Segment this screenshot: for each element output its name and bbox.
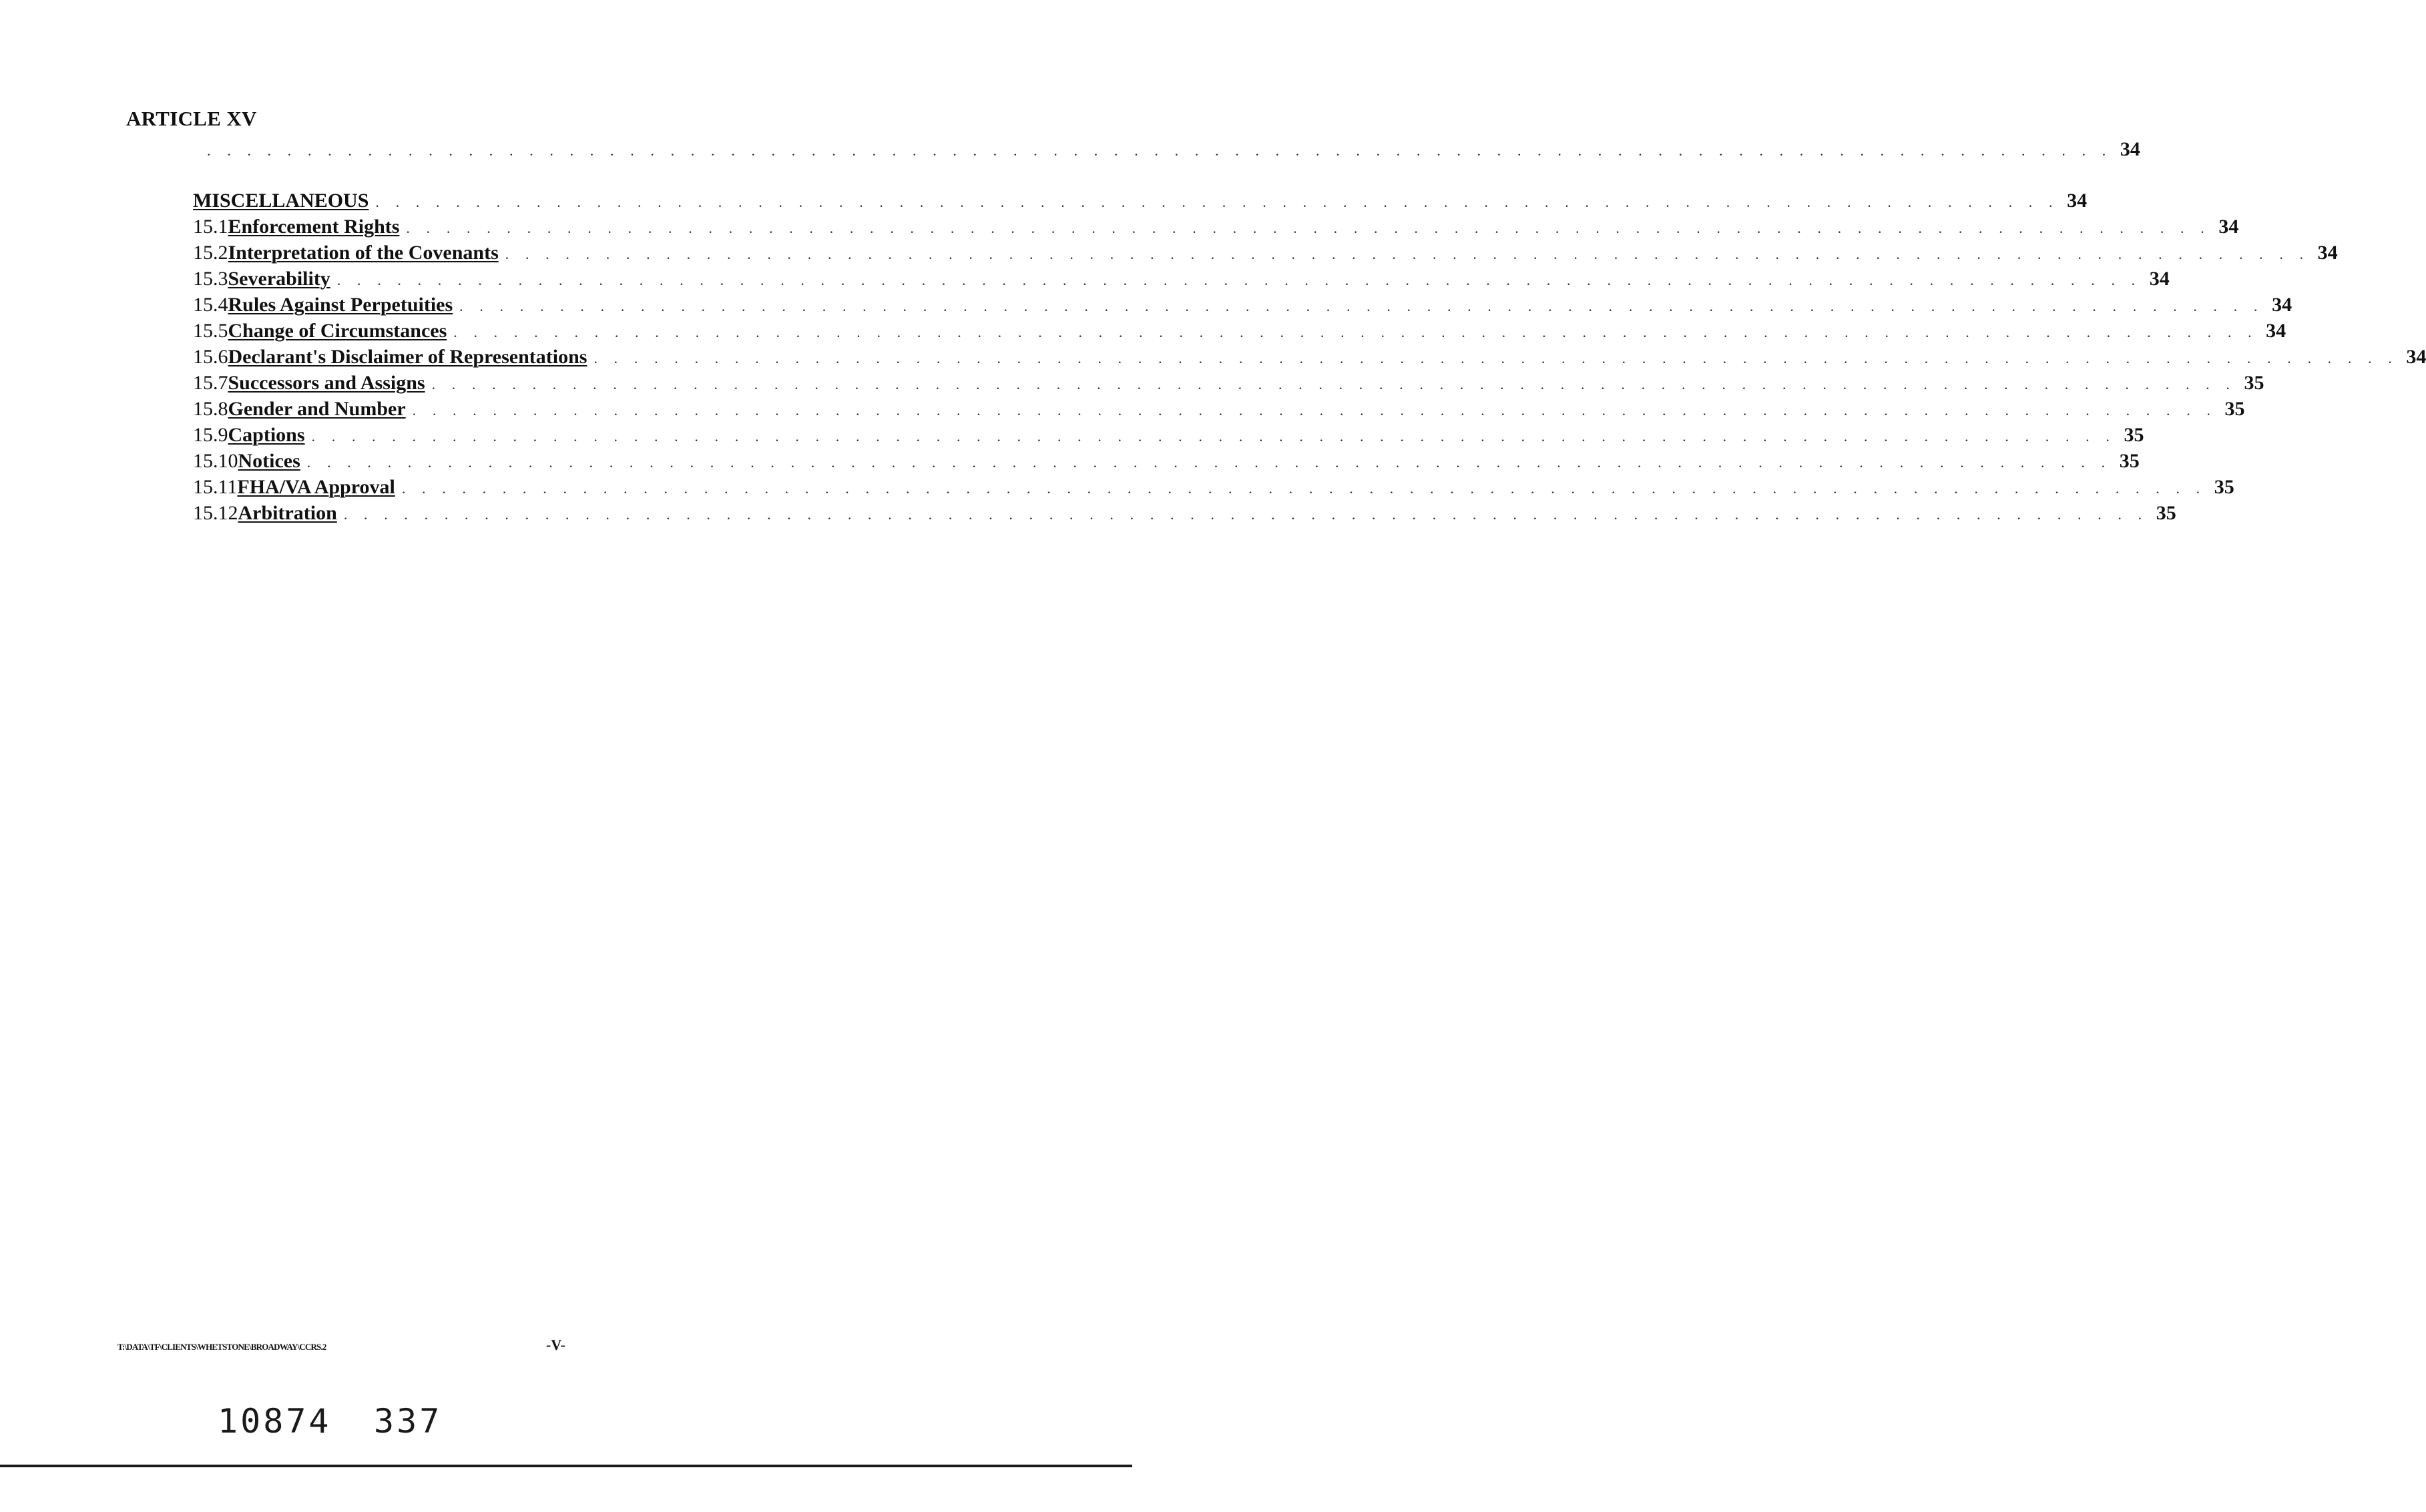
toc-entry-title[interactable]: FHA/VA Approval bbox=[237, 476, 395, 498]
toc-entry-number: 15.11 bbox=[193, 476, 238, 498]
leader-dots: . . . . . . . . . . . . . . . . . . . . . . . . . . . . . . . . . . . . . . . . . . . . . . . . . . . . . . . . . . . . . . . . . . . . . . . . . . . . . . . . . . . . . . . . . . bbox=[406, 220, 2211, 236]
toc-entry-number: 15.1 bbox=[193, 216, 228, 238]
leader-dots: . . . . . . . . . . . . . . . . . . . . . . . . . . . . . . . . . . . . . . . . . . . . . . . . . . . . . . . . . . . . . . . . . . . . . . . . . . . . . . . . . . . . . . . . . . bbox=[431, 376, 2236, 393]
toc-entry-page-number: 35 bbox=[2124, 424, 2144, 446]
recording-stamp-page: 337 bbox=[374, 1402, 443, 1441]
footer-file-path: T:\DATA\TF\CLIENTS\WHETSTONE\BROADWAY\CCRS.2 bbox=[117, 1342, 326, 1352]
toc-entry-number: 15.9 bbox=[193, 424, 228, 446]
toc-entry-number: 15.2 bbox=[193, 242, 228, 264]
toc-entry-page-number: 35 bbox=[2119, 450, 2140, 472]
toc-entry bbox=[193, 396, 2245, 423]
leader-dots: . . . . . . . . . . . . . . . . . . . . . . . . . . . . . . . . . . . . . . . . . . . . . . . . . . . . . . . . . . . . . . . . . . . . . . . . . . . . . . . . . . . . . . . . . . bbox=[311, 428, 2116, 445]
toc-entry-page-number: 34 bbox=[2149, 268, 2170, 290]
leader-dots: . . . . . . . . . . . . . . . . . . . . . . . . . . . . . . . . . . . . . . . . . . . . . . . . . . . . . . . . . . . . . . . . . . . . . . . . . . . . . . . . . . . . . . . . . . bbox=[343, 506, 2148, 523]
toc-entry bbox=[193, 344, 2426, 370]
leader-dots: . . . . . . . . . . . . . . . . . . . . . . . . . . . . . . . . . . . . . . . . . . . . . . . . . . . . . . . . . . . . . . . . . . . . . . . . . . . . . . . . . . . . . . . . . . bbox=[453, 324, 2258, 340]
toc-entry-title[interactable]: Change of Circumstances bbox=[228, 320, 447, 342]
toc-entry-number: 15.10 bbox=[193, 450, 238, 472]
toc-entry bbox=[193, 266, 2170, 292]
toc-entry bbox=[193, 318, 2286, 344]
toc-entry-title[interactable]: Gender and Number bbox=[228, 398, 406, 420]
toc-entry-number: 15.3 bbox=[193, 268, 228, 290]
leader-dots: . . . . . . . . . . . . . . . . . . . . . . . . . . . . . . . . . . . . . . . . . . . . . . . . . . . . . . . . . . . . . . . . . . . . . . . . . . . . . . . . . . . . . . . . . . bbox=[412, 402, 2217, 419]
toc-entry-number: 15.4 bbox=[193, 294, 228, 316]
toc-entry-page-number: 34 bbox=[2218, 216, 2239, 238]
toc-entry-page-number: 35 bbox=[2224, 398, 2245, 420]
toc-entry-title[interactable]: Interpretation of the Covenants bbox=[228, 242, 499, 264]
section-page-number: 34 bbox=[2067, 190, 2088, 212]
article-leader-line bbox=[207, 136, 2140, 163]
toc-entry-page-number: 35 bbox=[2156, 502, 2176, 524]
toc-entry-page-number: 35 bbox=[2214, 476, 2234, 498]
toc-entry-page-number: 34 bbox=[2317, 242, 2338, 264]
toc-entry-title[interactable]: Captions bbox=[228, 424, 305, 446]
article-page-number: 34 bbox=[2120, 138, 2140, 160]
toc-entry-page-number: 34 bbox=[2406, 346, 2426, 368]
toc-entry bbox=[193, 292, 2292, 318]
toc-entry bbox=[193, 214, 2239, 240]
footer-page-label: -V- bbox=[546, 1336, 565, 1353]
section-heading-line bbox=[193, 188, 2088, 214]
toc-entry bbox=[193, 500, 2176, 527]
leader-dots: . . . . . . . . . . . . . . . . . . . . . . . . . . . . . . . . . . . . . . . . . . . . . . . . . . . . . . . . . . . . . . . . . . . . . . . . . . . . . . . . . . . . . . . . . . bbox=[401, 480, 2206, 497]
bottom-rule bbox=[0, 1465, 1132, 1467]
leader-dots: . . . . . . . . . . . . . . . . . . . . . . . . . . . . . . . . . . . . . . . . . . . . . . . . . . . . . . . . . . . . . . . . . . . . . . . . . . . . . . . . . . . . . . . . . . bbox=[505, 246, 2310, 262]
toc-entry-title[interactable]: Declarant's Disclaimer of Representations bbox=[228, 346, 587, 368]
toc-entry bbox=[193, 422, 2144, 449]
toc-entry-title[interactable]: Severability bbox=[228, 268, 330, 290]
toc-entry-page-number: 34 bbox=[2272, 294, 2292, 316]
leader-dots: . . . . . . . . . . . . . . . . . . . . . . . . . . . . . . . . . . . . . . . . . . . . . . . . . . . . . . . . . . . . . . . . . . . . . . . . . . . . . . . . . . . . . . . . . . bbox=[593, 350, 2399, 366]
toc-entry-page-number: 35 bbox=[2244, 372, 2264, 394]
leader-dots: . . . . . . . . . . . . . . . . . . . . . . . . . . . . . . . . . . . . . . . . . . . . . . . . . . . . . . . . . . . . . . . . . . . . . . . . . . . . . . . . . . . . . . . . . . bbox=[306, 454, 2112, 471]
leader-dots: . . . . . . . . . . . . . . . . . . . . . . . . . . . . . . . . . . . . . . . . . . . . . . . . . . . . . . . . . . . . . . . . . . . . . . . . . . . . . . . . . . . . bbox=[375, 194, 2059, 210]
leader-dots: . . . . . . . . . . . . . . . . . . . . . . . . . . . . . . . . . . . . . . . . . . . . . . . . . . . . . . . . . . . . . . . . . . . . . . . . . . . . . . . . . . . . . . . . . . bbox=[459, 298, 2264, 314]
toc-entry-number: 15.7 bbox=[193, 372, 228, 394]
toc-entry-title[interactable]: Enforcement Rights bbox=[228, 216, 400, 238]
leader-dots: . . . . . . . . . . . . . . . . . . . . . . . . . . . . . . . . . . . . . . . . . . . . . . . . . . . . . . . . . . . . . . . . . . . . . . . . . . . . . . . . . . . . . . . . . . bbox=[336, 272, 2142, 288]
toc-entry-number: 15.6 bbox=[193, 346, 228, 368]
toc-entry-number: 15.5 bbox=[193, 320, 228, 342]
toc-entry-page-number: 34 bbox=[2266, 320, 2286, 342]
toc-entry bbox=[193, 240, 2338, 266]
toc-entry-title[interactable]: Arbitration bbox=[238, 502, 337, 524]
toc-entry-number: 15.12 bbox=[193, 502, 238, 524]
toc-entry-title[interactable]: Rules Against Perpetuities bbox=[228, 294, 453, 316]
toc-entry-number: 15.8 bbox=[193, 398, 228, 420]
toc-entry bbox=[193, 370, 2264, 397]
recording-stamp-book: 10874 bbox=[218, 1402, 332, 1441]
leader-dots: . . . . . . . . . . . . . . . . . . . . . . . . . . . . . . . . . . . . . . . . . . . . . . . . . . . . . . . . . . . . . . . . . . . . . . . . . . . . . . . . . . . . . . . . . . . . . . . bbox=[207, 142, 2112, 159]
section-title[interactable]: MISCELLANEOUS bbox=[193, 190, 369, 212]
article-title: ARTICLE XV bbox=[126, 107, 257, 130]
toc-entry-title[interactable]: Successors and Assigns bbox=[228, 372, 425, 394]
toc-entry-title[interactable]: Notices bbox=[238, 450, 300, 472]
toc-entry bbox=[193, 448, 2140, 475]
toc-entry bbox=[193, 474, 2234, 501]
